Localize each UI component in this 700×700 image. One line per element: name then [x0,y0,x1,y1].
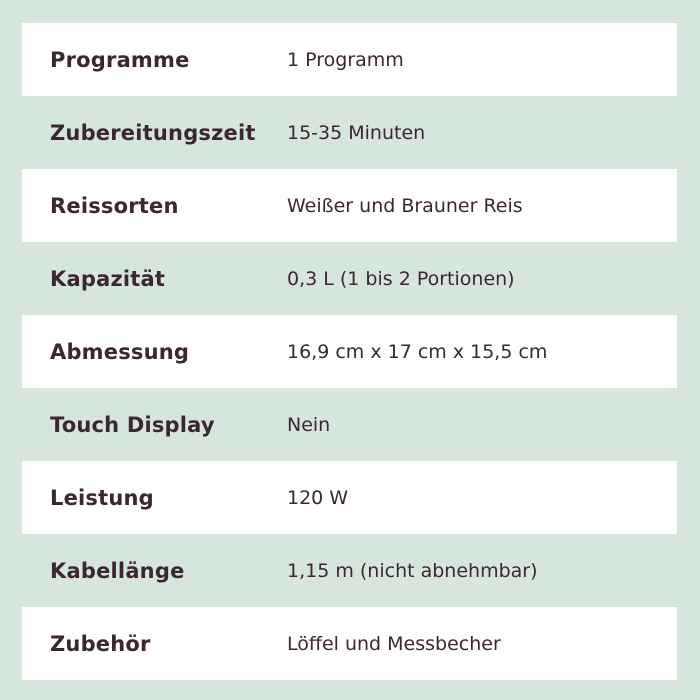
spec-value: 15-35 Minuten [287,121,426,144]
spec-value: Nein [287,413,331,436]
spec-row-touch-display [22,388,677,461]
spec-label: Programme [50,47,190,72]
spec-label: Zubehör [50,631,151,656]
spec-value: Löffel und Messbecher [287,632,501,655]
spec-value: Weißer und Brauner Reis [287,194,523,217]
spec-row-kabellaenge [22,534,677,607]
spec-label: Kapazität [50,266,166,291]
spec-row-abmessung [22,315,677,388]
spec-row-zubereitungszeit [22,96,677,169]
spec-label: Reissorten [50,193,179,218]
spec-value: 120 W [287,486,349,509]
spec-row-kapazitaet [22,242,677,315]
spec-label: Leistung [50,485,154,510]
spec-label: Abmessung [50,339,190,364]
spec-row-programme [22,23,677,96]
spec-value: 1 Programm [287,48,404,71]
spec-value: 16,9 cm x 17 cm x 15,5 cm [287,340,548,363]
spec-value: 0,3 L (1 bis 2 Portionen) [287,267,515,290]
spec-label: Touch Display [50,412,215,437]
spec-row-leistung [22,461,677,534]
spec-row-reissorten [22,169,677,242]
spec-label: Zubereitungszeit [50,120,256,145]
spec-value: 1,15 m (nicht abnehmbar) [287,559,538,582]
spec-label: Kabellänge [50,558,185,583]
spec-row-zubehoer [22,607,677,680]
